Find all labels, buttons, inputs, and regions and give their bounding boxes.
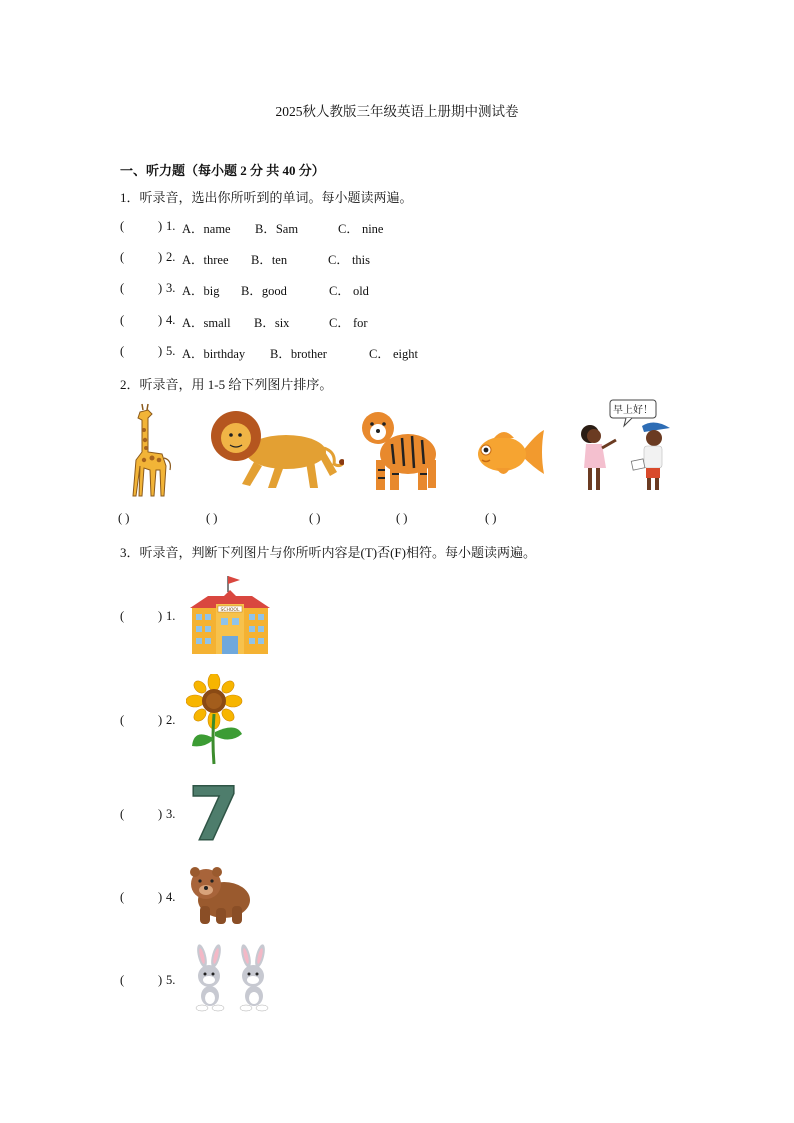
answer-paren-close: ): [158, 973, 163, 987]
q1-option-b: B．six: [254, 316, 290, 330]
q1-option-c: C． old: [329, 284, 369, 298]
q3-item-num: 4.: [166, 890, 176, 904]
q3-item-num: 5.: [166, 973, 176, 987]
bear-icon: [186, 862, 252, 928]
answer-paren-open: (: [120, 807, 125, 821]
answer-paren-open: (: [120, 344, 125, 358]
q3-item-num: 3.: [166, 807, 176, 821]
q1-option-a: A．name: [182, 222, 231, 236]
q1-option-c: C． eight: [369, 347, 418, 361]
q2-instruction: 2．听录音，用 1-5 给下列图片排序。: [120, 377, 333, 392]
q3-item-num: 2.: [166, 713, 176, 727]
q1-option-a: A．three: [182, 253, 229, 267]
answer-paren-close: ): [158, 313, 163, 327]
answer-paren-close: ): [158, 609, 163, 623]
two-rabbits-icon: [188, 944, 280, 1016]
q1-option-c: C． nine: [338, 222, 384, 236]
q3-instruction: 3．听录音，判断下列图片与你所听内容是(T)否(F)相符。每小题读两遍。: [120, 545, 536, 560]
page-title: 2025秋人教版三年级英语上册期中测试卷: [275, 104, 519, 119]
tiger-icon: [358, 404, 442, 494]
school-icon: [188, 574, 272, 656]
answer-paren-open: (: [120, 713, 125, 727]
answer-paren-open: (: [120, 250, 125, 264]
answer-paren-close: ): [158, 250, 163, 264]
answer-paren-open: (: [120, 219, 125, 233]
answer-paren-open: (: [120, 609, 125, 623]
answer-paren-close: ): [158, 807, 163, 821]
answer-paren-close: ): [158, 281, 163, 295]
goldfish-icon: [474, 424, 546, 482]
answer-paren-close: ): [158, 344, 163, 358]
section-heading: 一、听力题（每小题 2 分 共 40 分）: [120, 163, 325, 178]
q1-option-a: A．birthday: [182, 347, 246, 361]
order-blank[interactable]: ( ): [206, 511, 218, 525]
answer-paren-close: ): [158, 890, 163, 904]
q1-instruction: 1．听录音，选出你所听到的单词。每小题读两遍。: [120, 190, 413, 205]
order-blank[interactable]: ( ): [485, 511, 497, 525]
answer-paren-close: ): [158, 219, 163, 233]
q1-item-num: 4.: [166, 313, 176, 327]
q1-item-num: 5.: [166, 344, 176, 358]
q1-option-a: A．small: [182, 316, 231, 330]
answer-paren-open: (: [120, 281, 125, 295]
q1-item-num: 1.: [166, 219, 176, 233]
school-sign: SCHOOL: [220, 608, 240, 613]
q1-item-num: 3.: [166, 281, 176, 295]
lion-icon: [206, 404, 344, 492]
answer-paren-open: (: [120, 973, 125, 987]
q1-item-num: 2.: [166, 250, 176, 264]
order-blank[interactable]: ( ): [118, 511, 130, 525]
q1-option-a: A．big: [182, 284, 220, 298]
q1-option-b: B．good: [241, 284, 287, 298]
order-blank[interactable]: ( ): [396, 511, 408, 525]
order-blank[interactable]: ( ): [309, 511, 321, 525]
answer-paren-close: ): [158, 713, 163, 727]
q1-option-b: B．brother: [270, 347, 327, 361]
giraffe-icon: [118, 400, 174, 500]
q1-option-b: B．Sam: [255, 222, 299, 236]
sunflower-icon: [186, 674, 246, 766]
number-seven-icon: [188, 780, 242, 846]
q3-item-num: 1.: [166, 609, 176, 623]
q1-option-c: C． for: [329, 316, 368, 330]
answer-paren-open: (: [120, 313, 125, 327]
children-greeting-icon: [574, 396, 678, 496]
answer-paren-open: (: [120, 890, 125, 904]
q1-option-b: B．ten: [251, 253, 288, 267]
q1-option-c: C． this: [328, 253, 371, 267]
seven-glyph: 7: [188, 780, 240, 846]
speech-bubble-text: 早上好！: [613, 405, 653, 416]
